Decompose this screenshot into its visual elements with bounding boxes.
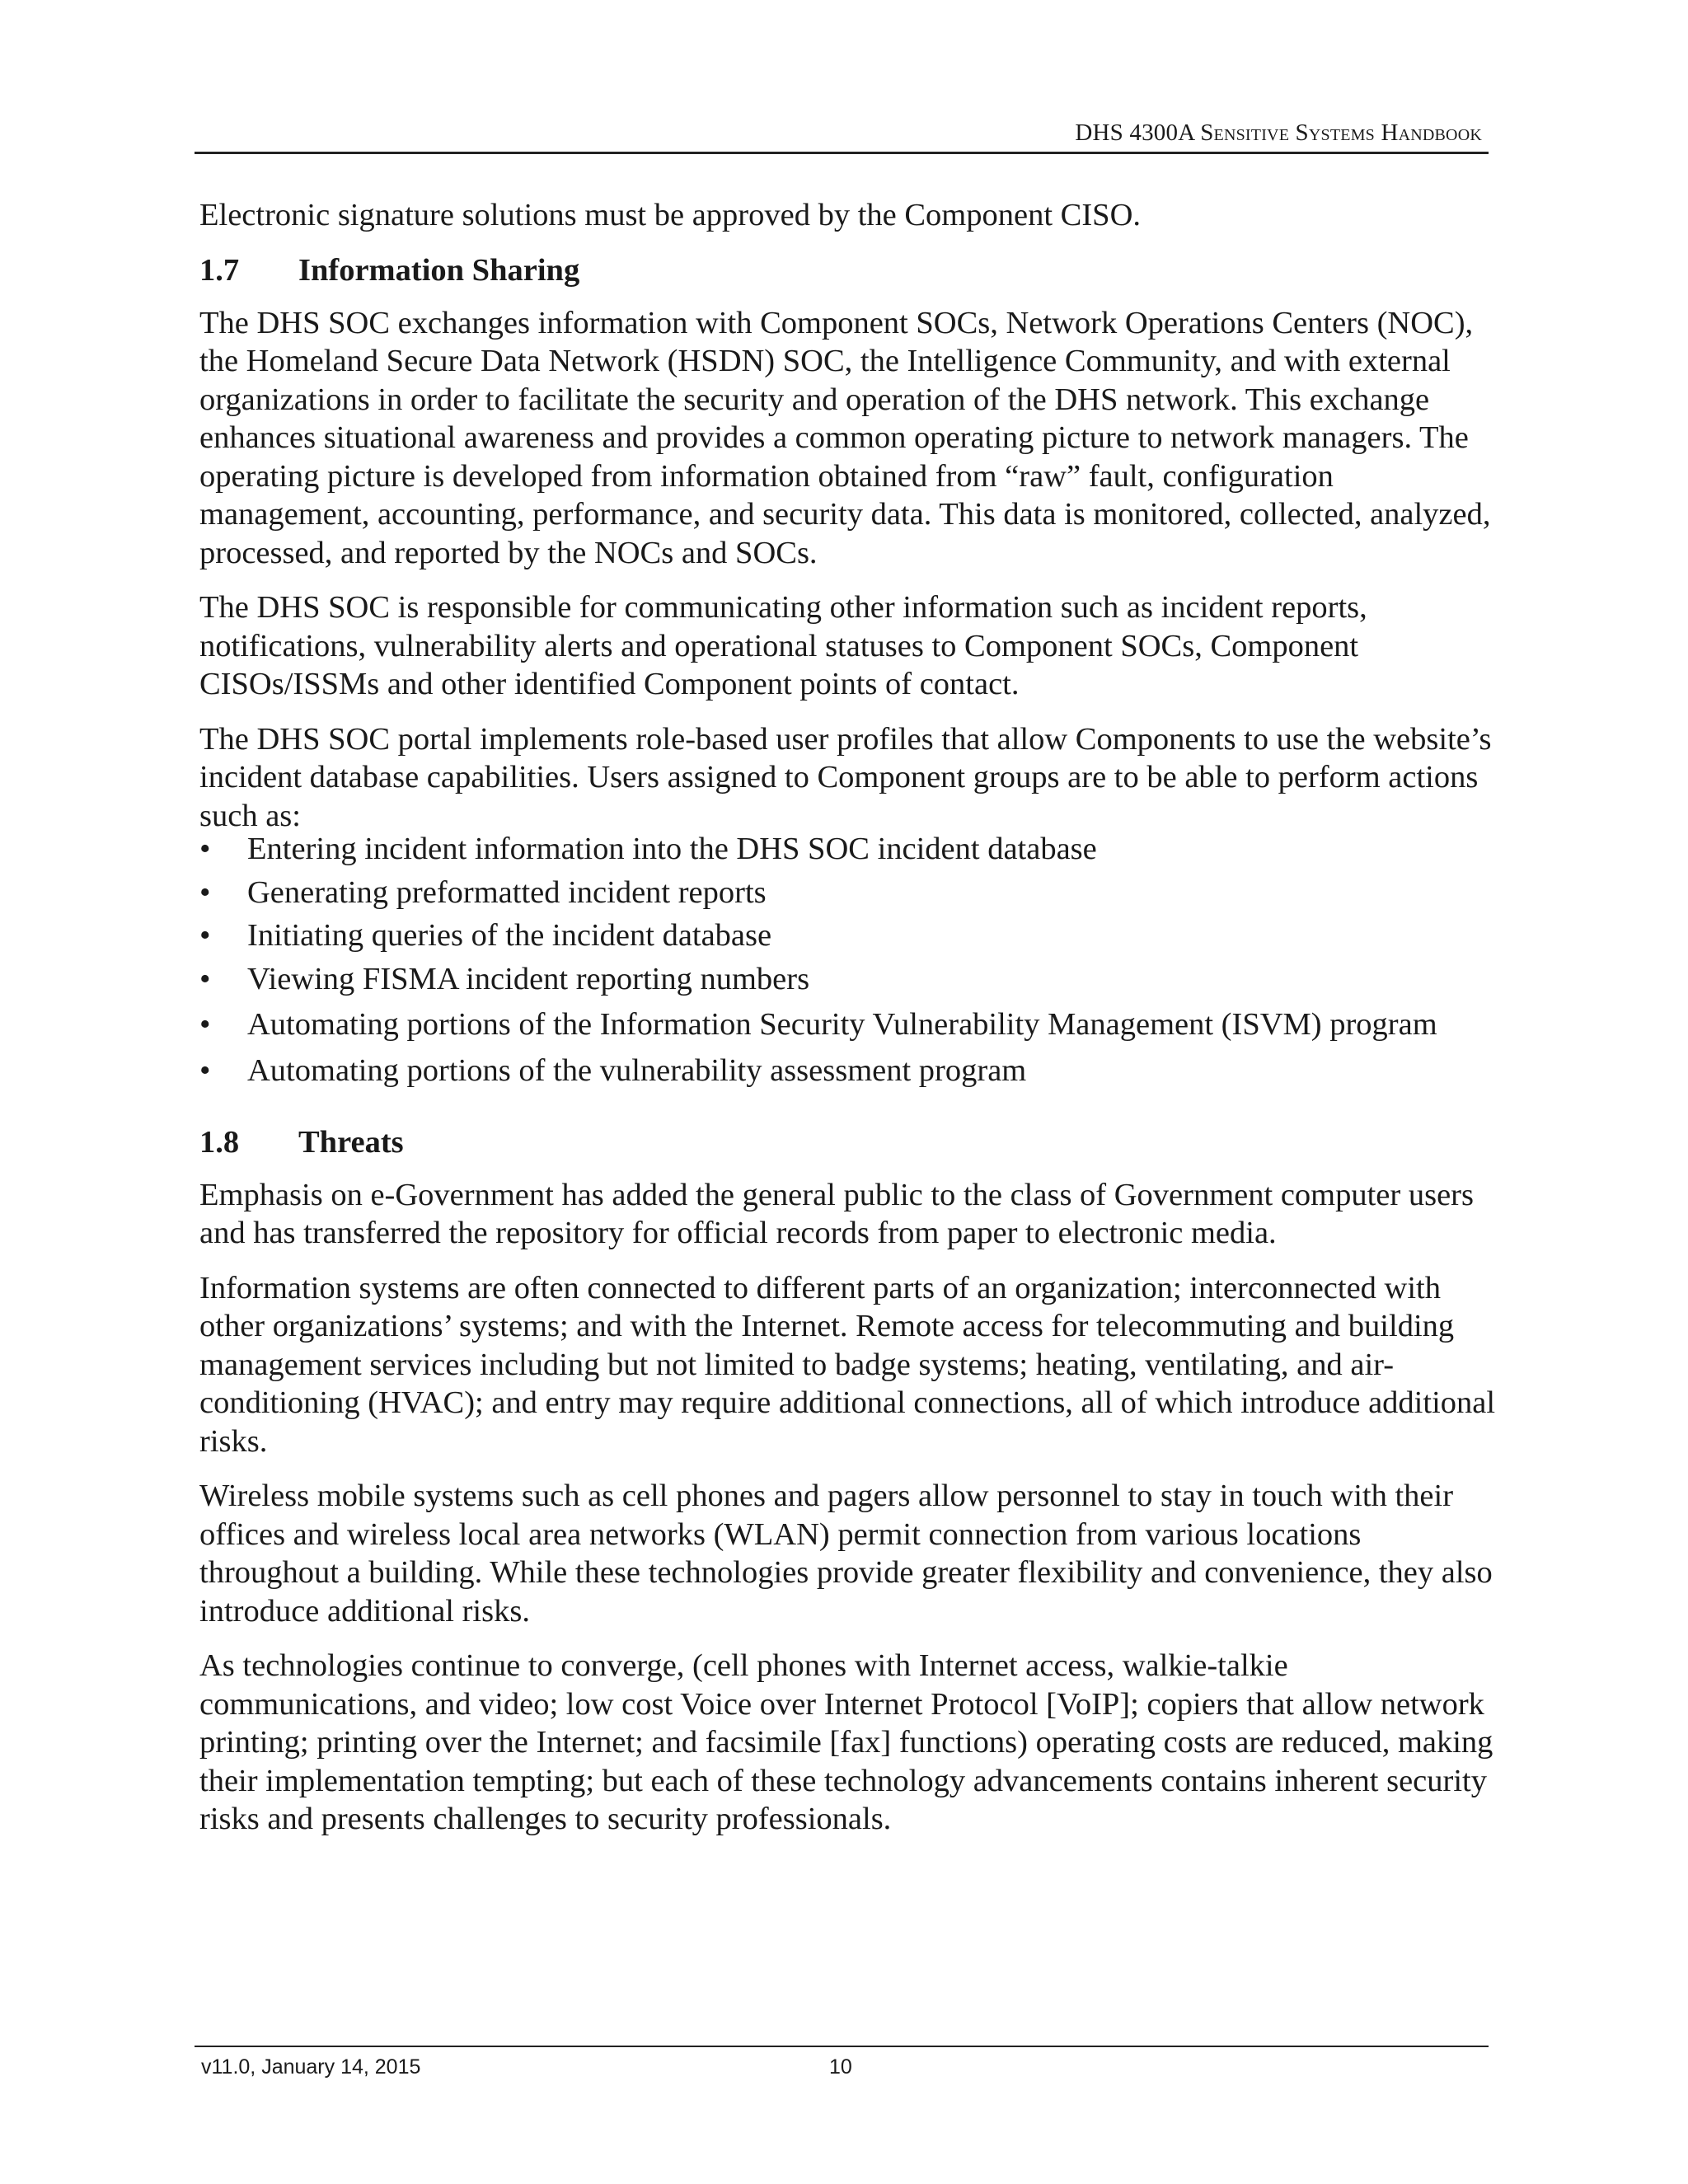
bullet-marker: • bbox=[199, 918, 211, 953]
page-content bbox=[199, 196, 1502, 1855]
section-title: Information Sharing bbox=[298, 252, 580, 288]
bullet-marker: • bbox=[199, 832, 211, 866]
section-number: 1.7 bbox=[199, 252, 240, 288]
footer-divider bbox=[195, 2046, 1489, 2047]
page-number: 10 bbox=[829, 2055, 852, 2079]
bullet-marker: • bbox=[199, 1007, 211, 1042]
list-item-text: Automating portions of the Information Security Vulnerability Management (ISVM) program bbox=[247, 1007, 1437, 1042]
paragraph: Emphasis on e-Government has added the general public to the class of Government computer users and has transferred the repository for official records from paper to electronic media. bbox=[199, 1177, 1474, 1250]
list-item-text: Initiating queries of the incident database bbox=[247, 918, 772, 953]
section-title: Threats bbox=[298, 1124, 404, 1160]
section-heading-threats bbox=[199, 1123, 1502, 1161]
list-item bbox=[199, 1052, 1502, 1090]
page-header bbox=[195, 115, 1489, 154]
list-item bbox=[199, 874, 1502, 912]
list-item-text: Automating portions of the vulnerability assessment program bbox=[247, 1053, 1027, 1088]
bullet-list bbox=[199, 830, 1502, 1090]
footer-version: v11.0, January 14, 2015 bbox=[201, 2055, 421, 2079]
paragraph: The DHS SOC exchanges information with Component SOCs, Network Operations Centers (NOC), the Homeland Secure Data Network (HSDN) SOC, the Intelligence Community, and with external organizations in order to facilitate the security and operation of the DHS network. This exchange enhances situational awareness and provides a common operating picture to network managers. The operating picture is developed from information obtained from “raw” fault, configuration management, accounting, performance, and security data. This data is monitored, collected, analyzed, processed, and reported by the NOCs and SOCs. bbox=[199, 305, 1491, 570]
intro-paragraph: Electronic signature solutions must be approved by the Component CISO. bbox=[199, 198, 1141, 232]
header-title: DHS 4300A Sensitive Systems Handbook bbox=[1075, 120, 1482, 146]
paragraph: Information systems are often connected to different parts of an organization; interconnected with other organizations’ systems; and with the Internet. Remote access for telecommuting and building management services including but not limited to badge systems; heating, ventilating, and air-conditioning (HVAC); and entry may require additional connections, all of which introduce additional risks. bbox=[199, 1270, 1496, 1459]
bullet-marker: • bbox=[199, 874, 211, 910]
list-item-text: Entering incident information into the DHS SOC incident database bbox=[247, 832, 1097, 866]
bullet-marker: • bbox=[199, 1053, 211, 1088]
list-item bbox=[199, 830, 1502, 869]
list-item bbox=[199, 1003, 1502, 1047]
list-item bbox=[199, 916, 1502, 955]
paragraph: Wireless mobile systems such as cell phones and pagers allow personnel to stay in touch with their offices and wireless local area networks (WLAN) permit connection from various locations throughout a building. While these technologies provide greater flexibility and convenience, they also introduce additional risks. bbox=[199, 1479, 1493, 1629]
list-item-text: Generating preformatted incident reports bbox=[247, 874, 767, 910]
list-item bbox=[199, 960, 1502, 999]
section-number: 1.8 bbox=[199, 1124, 240, 1160]
list-item-text: Viewing FISMA incident reporting numbers bbox=[247, 961, 810, 996]
paragraph: The DHS SOC portal implements role-based user profiles that allow Components to use the website’s incident database capabilities. Users assigned to Component groups are to be able to perform actions such as: bbox=[199, 721, 1492, 833]
section-heading-information-sharing bbox=[199, 251, 1502, 289]
bullet-marker: • bbox=[199, 961, 211, 996]
paragraph: As technologies continue to converge, (cell phones with Internet access, walkie-talkie communications, and video; low cost Voice over Internet Protocol [VoIP]; copiers that allow network printing; printing over the Internet; and facsimile [fax] functions) operating costs are reduced, making their implementation tempting; but each of these technology advancements contains inherent security risks and presents challenges to security professionals. bbox=[199, 1648, 1493, 1836]
paragraph: The DHS SOC is responsible for communicating other information such as incident reports, notifications, vulnerability alerts and operational statuses to Component SOCs, Component CISOs/ISSMs and other identified Component points of contact. bbox=[199, 590, 1367, 701]
